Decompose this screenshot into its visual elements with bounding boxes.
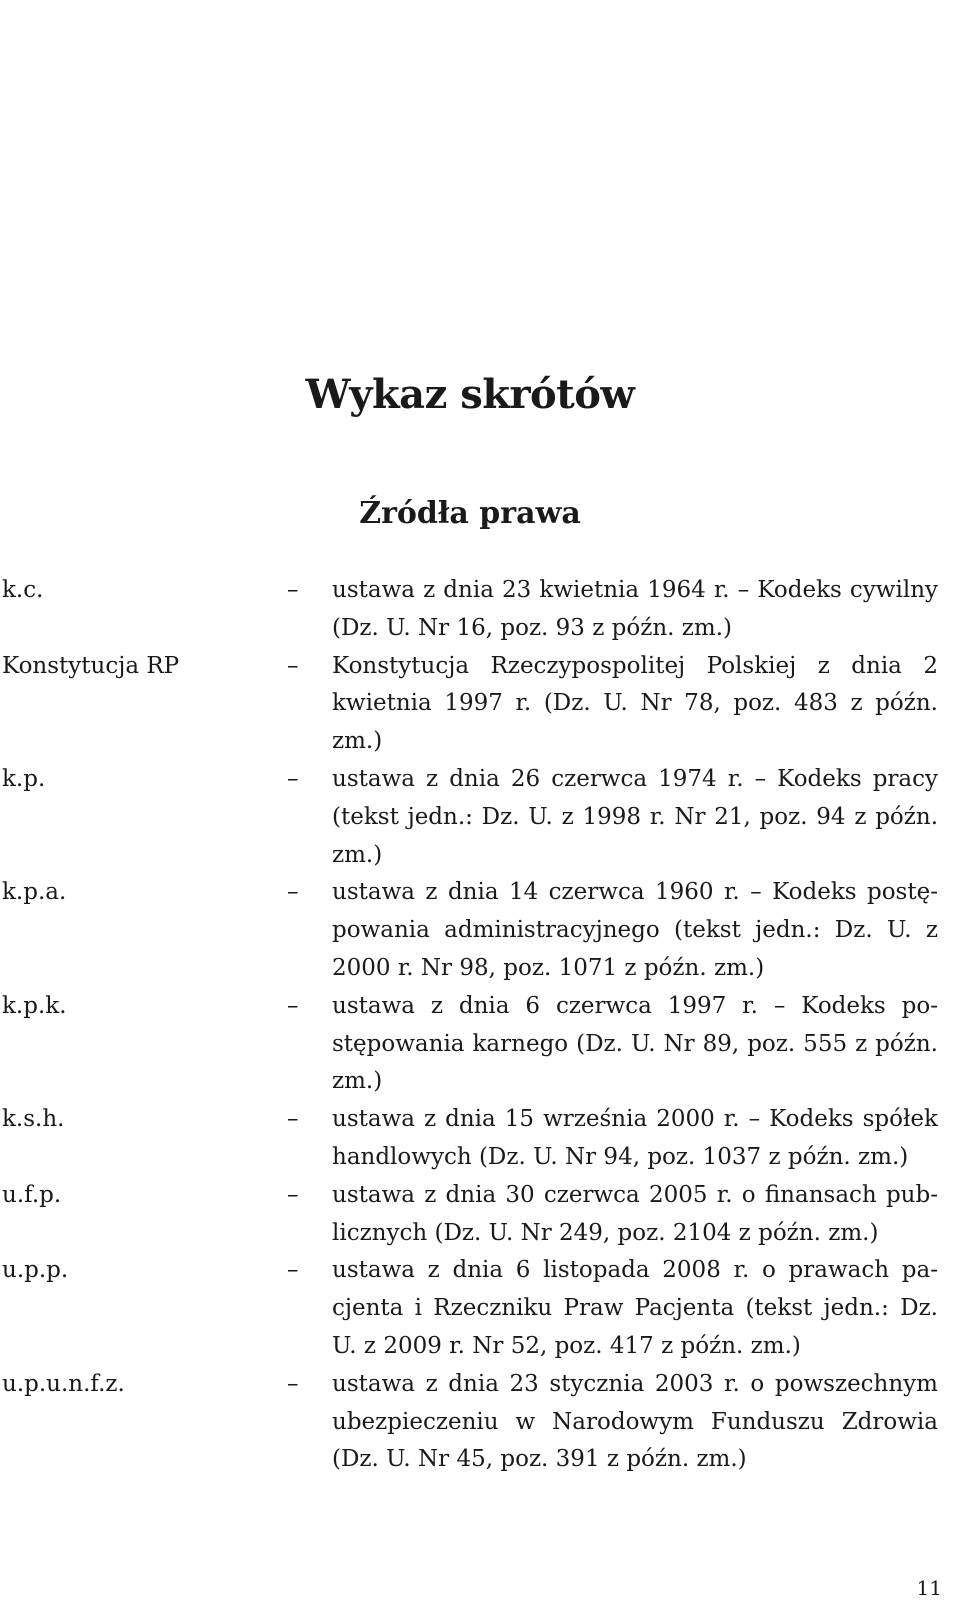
abbreviation-definition: ustawa z dnia 23 stycznia 2003 r. o powszechnym ubezpieczeniu w Narodowym Funduszu Zdrowia (Dz. U. Nr 45, poz. 391 z późn. zm.) (332, 1370, 938, 1473)
abbreviation-term: u.f.p. (2, 1181, 62, 1208)
abbreviation-definition: ustawa z dnia 23 kwietnia 1964 r. – Kodeks cywilny (Dz. U. Nr 16, poz. 93 z późn. zm.) (332, 577, 938, 641)
abbreviation-entry (2, 1177, 938, 1253)
entry-dash: – (287, 765, 299, 792)
entry-dash: – (287, 652, 299, 679)
entry-dash: – (287, 1106, 299, 1133)
abbreviation-entry (2, 572, 938, 648)
abbreviation-term: k.c. (2, 577, 44, 603)
abbreviation-definition: Konstytucja Rzeczypospolitej Polskiej z dnia 2 kwietnia 1997 r. (Dz. U. Nr 78, poz. 483 z późn. zm.) (332, 652, 938, 755)
entry-dash: – (287, 1370, 299, 1397)
abbreviation-term: k.p. (2, 765, 46, 792)
abbreviation-definition: ustawa z dnia 15 września 2000 r. – Kodeks spółek handlowych (Dz. U. Nr 94, poz. 1037 z późn. zm.) (332, 1106, 938, 1170)
page-number: 11 (916, 1576, 942, 1600)
abbreviation-entry (2, 1101, 938, 1177)
abbreviation-entry (2, 1366, 938, 1479)
abbreviation-term: u.p.u.n.f.z. (2, 1370, 125, 1397)
abbreviation-term: k.s.h. (2, 1106, 65, 1133)
abbreviation-term: u.p.p. (2, 1257, 69, 1284)
abbreviation-definition: ustawa z dnia 6 listopada 2008 r. o prawach pacjenta i Rzeczniku Praw Pacjenta (tekst jedn.: Dz. U. z 2009 r. Nr 52, poz. 417 z późn. zm.) (332, 1257, 938, 1359)
abbreviation-definition: ustawa z dnia 30 czerwca 2005 r. o finansach publicznych (Dz. U. Nr 249, poz. 2104 z późn. zm.) (332, 1181, 938, 1246)
abbreviation-term: Konstytucja RP (2, 652, 180, 679)
abbreviation-definition: ustawa z dnia 6 czerwca 1997 r. – Kodeks postępowania karnego (Dz. U. Nr 89, poz. 555 z późn. zm.) (332, 992, 938, 1095)
abbreviation-entry (2, 761, 938, 874)
section-title: Źródła prawa (359, 496, 581, 531)
entry-dash: – (287, 879, 299, 906)
abbreviation-term: k.p.k. (2, 992, 67, 1019)
entry-dash: – (287, 1257, 299, 1284)
entry-dash: – (287, 992, 299, 1019)
abbreviation-entry (2, 648, 938, 761)
entry-dash: – (287, 577, 299, 603)
abbreviation-list (2, 572, 938, 1479)
abbreviation-entry (2, 988, 938, 1101)
page-title: Wykaz skrótów (305, 371, 635, 418)
abbreviation-entry (2, 1252, 938, 1365)
entry-dash: – (287, 1181, 299, 1208)
abbreviation-definition: ustawa z dnia 14 czerwca 1960 r. – Kodeks postępowania administracyjnego (tekst jedn.: Dz. U. z 2000 r. Nr 98, poz. 1071 z późn. zm.) (332, 879, 938, 981)
abbreviation-definition: ustawa z dnia 26 czerwca 1974 r. – Kodeks pracy (tekst jedn.: Dz. U. z 1998 r. Nr 21, poz. 94 z późn. zm.) (332, 765, 938, 868)
abbreviation-entry (2, 874, 938, 987)
abbreviation-term: k.p.a. (2, 879, 67, 906)
